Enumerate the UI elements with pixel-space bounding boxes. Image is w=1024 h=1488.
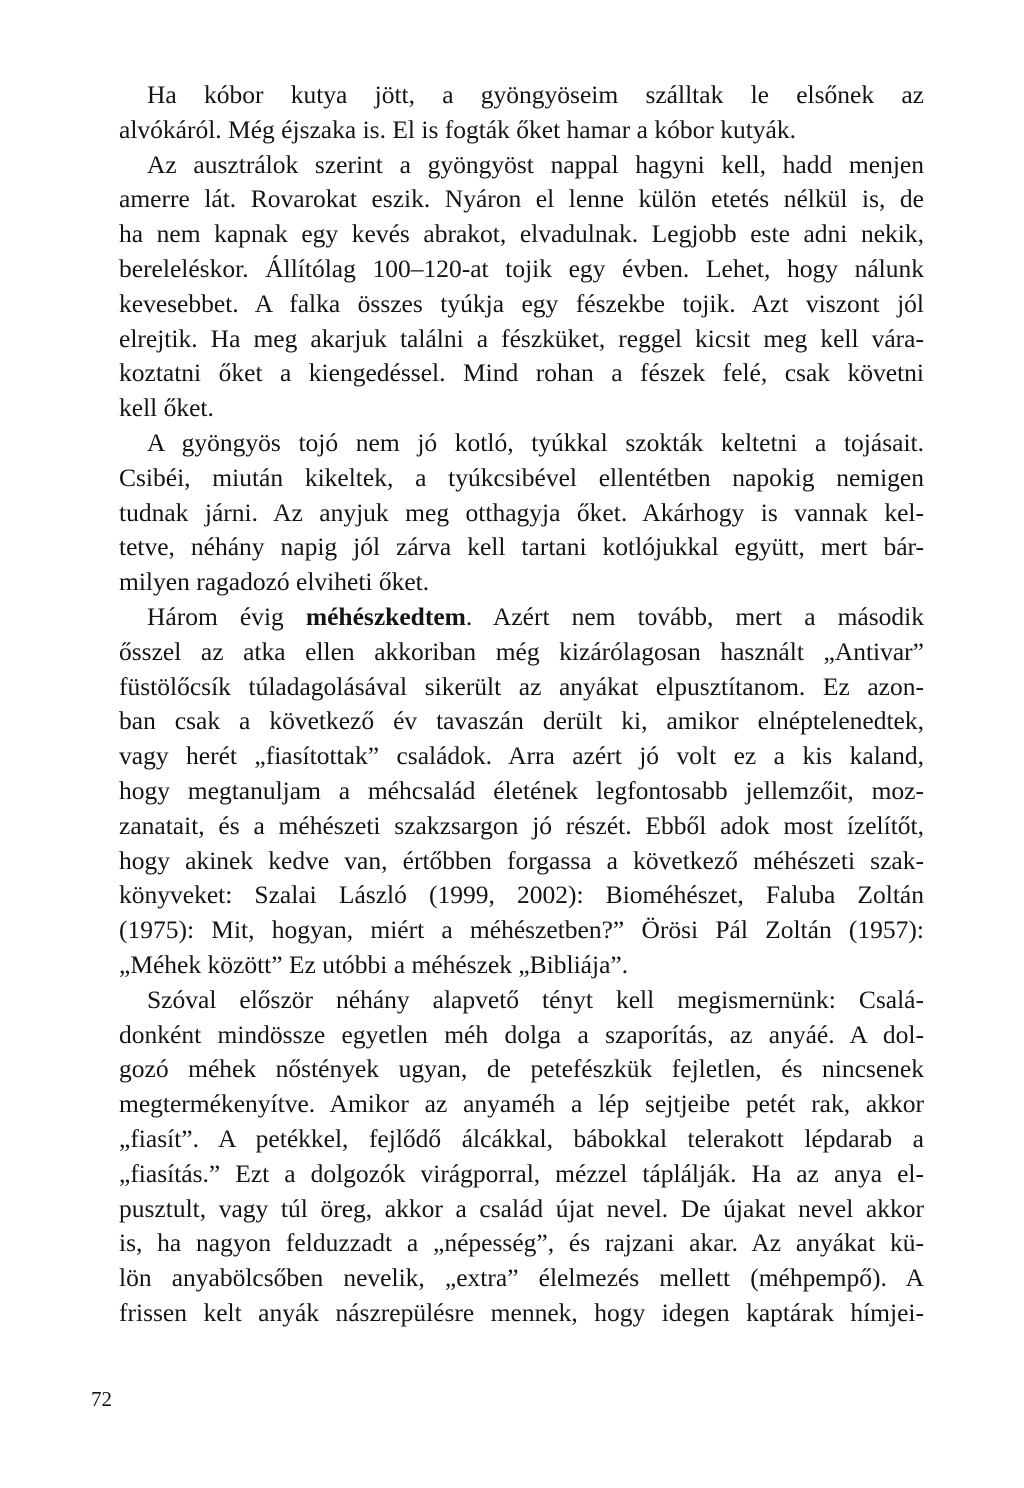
text-line: is, ha nagyon felduzzadt a „népesség”, és rajzani akar. Az anyákat kü-	[119, 1228, 924, 1258]
text-line: donként mindössze egyetlen méh dolga a szaporítás, az anyáé. A dol-	[119, 1019, 924, 1049]
text-line: ha nem kapnak egy kevés abrakot, elvadulnak. Legjobb este adni nekik,	[119, 219, 924, 249]
text-line: ősszel az atka ellen akkoriban még kizárólagosan használt „Antivar”	[119, 636, 924, 666]
text-line: tetve, néhány napig jól zárva kell tartani kotlójukkal együtt, mert bár-	[119, 532, 924, 562]
text-line: Ha kóbor kutya jött, a gyöngyöseim szálltak le elsőnek az	[147, 80, 924, 109]
text-line: „fiasít”. A petékkel, fejlődő álcákkal, bábokkal telerakott lépdarab a	[119, 1123, 924, 1153]
body-text	[119, 78, 924, 1331]
text-line: gozó méhek nőstények ugyan, de petefészkük fejletlen, és nincsenek	[119, 1054, 924, 1084]
bold-term: méhészkedtem	[305, 601, 466, 631]
text-line: zanatait, és a méhészeti szakzsargon jó részét. Ebből adok most ízelítőt,	[119, 810, 924, 840]
text-line: Csibéi, miután kikeltek, a tyúkcsibével ellentétben napokig nemigen	[119, 462, 924, 492]
text-line: Szóval először néhány alapvető tényt kell megismernünk: Csalá-	[147, 984, 924, 1014]
text-line: frissen kelt anyák nászrepülésre mennek, hogy idegen kaptárak hímjei-	[119, 1297, 924, 1327]
text-line: bereleléskor. Állítólag 100–120-at tojik egy évben. Lehet, hogy nálunk	[119, 253, 924, 283]
text-line	[119, 600, 924, 635]
text-line: kell őket.	[119, 393, 214, 423]
text-line: alvókáról. Még éjszaka is. El is fogták őket hamar a kóbor kutyák.	[119, 114, 796, 144]
text-line: ban csak a következő év tavaszán derült ki, amikor elnéptelenedtek,	[119, 706, 924, 736]
text-line: amerre lát. Rovarokat eszik. Nyáron el lenne külön etetés nélkül is, de	[119, 184, 924, 214]
text-line: A gyöngyös tojó nem jó kotló, tyúkkal szokták keltetni a tojásait.	[147, 427, 924, 457]
text-line: milyen ragadozó elviheti őket.	[119, 567, 430, 597]
text-line: „fiasítás.” Ezt a dolgozók virágporral, mézzel táplálják. Ha az anya el-	[119, 1158, 924, 1188]
text-fragment: Három évig	[147, 601, 306, 631]
page-number: 72	[91, 1387, 112, 1411]
text-line: tudnak járni. Az anyjuk meg otthagyja őket. Akárhogy is vannak kel-	[119, 497, 924, 527]
text-line: megtermékenyítve. Amikor az anyaméh a lép sejtjeibe petét rak, akkor	[119, 1089, 924, 1119]
text-line: könyveket: Szalai László (1999, 2002): Bioméhészet, Faluba Zoltán	[119, 880, 924, 910]
text-line: koztatni őket a kiengedéssel. Mind rohan a fészek felé, csak követni	[119, 358, 924, 388]
text-line: kevesebbet. A falka összes tyúkja egy fészekbe tojik. Azt viszont jól	[119, 288, 924, 318]
text-line: (1975): Mit, hogyan, miért a méhészetben?” Örösi Pál Zoltán (1957):	[119, 915, 924, 945]
text-line: hogy akinek kedve van, értőbben forgassa a következő méhészeti szak-	[119, 845, 924, 875]
text-line: pusztult, vagy túl öreg, akkor a család újat nevel. De újakat nevel akkor	[119, 1193, 924, 1223]
text-line: füstölőcsík túladagolásával sikerült az anyákat elpusztítanom. Ez azon-	[119, 671, 924, 701]
text-line: Az ausztrálok szerint a gyöngyöst nappal hagyni kell, hadd menjen	[147, 149, 924, 179]
text-line: lön anyabölcsőben nevelik, „extra” élelmezés mellett (méhpempő). A	[119, 1263, 924, 1293]
text-line: hogy megtanuljam a méhcsalád életének legfontosabb jellemzőit, moz-	[119, 775, 924, 805]
text-line: „Méhek között” Ez utóbbi a méhészek „Bibliája”.	[119, 949, 629, 979]
text-line: vagy herét „fiasítottak” családok. Arra azért jó volt ez a kis kaland,	[119, 741, 924, 771]
text-fragment: . Azért nem tovább, mert a második	[465, 601, 924, 631]
text-line: elrejtik. Ha meg akarjuk találni a fészküket, reggel kicsit meg kell vára-	[119, 323, 924, 353]
